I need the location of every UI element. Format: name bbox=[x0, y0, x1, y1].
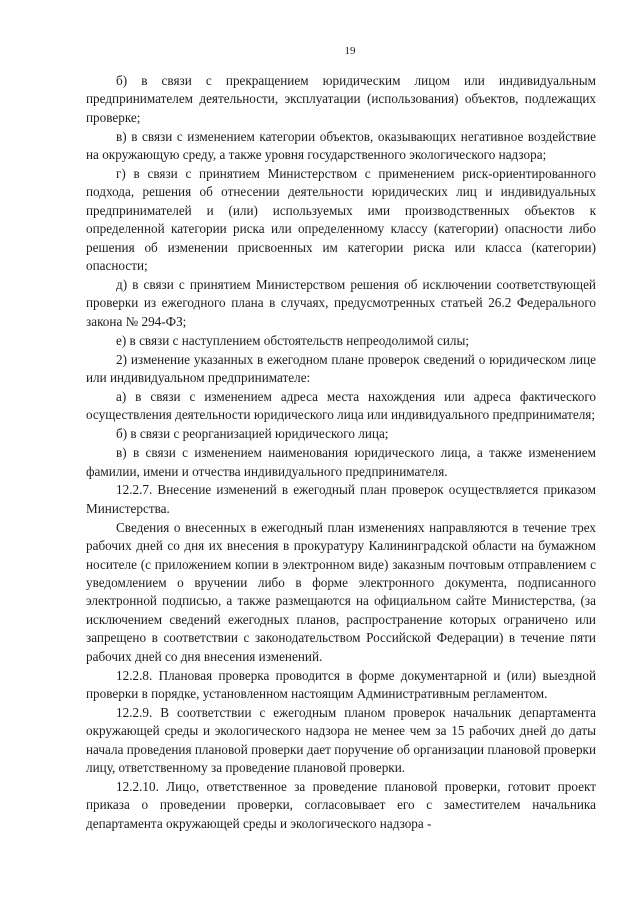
paragraph: е) в связи с наступлением обстоятельств непреодолимой силы; bbox=[116, 332, 470, 348]
paragraph: б) в связи с реорганизацией юридического лица; bbox=[116, 426, 389, 442]
page-number: 19 bbox=[344, 45, 356, 57]
document-body bbox=[86, 72, 596, 833]
paragraph: в) в связи с изменением наименования юридического лица, а также изменением фамилии, имени и отчества индивидуального предпринимателя. bbox=[86, 445, 596, 479]
paragraph: г) в связи с принятием Министерством с применением риск-ориентированного подхода, решения об отнесении деятельности юридических лиц и индивидуальных предпринимателей и (или) используемых ими производственных объектов к определенной категории риска или определенному классу (категории) опасности либо решения об изменении присвоенных им категории риска или класса (категории) опасности; bbox=[86, 166, 596, 274]
paragraph: в) в связи с изменением категории объектов, оказывающих негативное воздействие на окружающую среду, а также уровня государственного экологического надзора; bbox=[86, 128, 596, 163]
paragraph: б) в связи с прекращением юридическим лицом или индивидуальным предпринимателем деятельности, эксплуатации (использования) объектов, подлежащих проверке; bbox=[86, 73, 596, 125]
paragraph: а) в связи с изменением адреса места нахождения или адреса фактического осуществления деятельности юридического лица или индивидуального предпринимателя; bbox=[86, 388, 596, 423]
paragraph: 2) изменение указанных в ежегодном плане проверок сведений о юридическом лице или индивидуальном предпринимателе: bbox=[86, 351, 596, 385]
paragraph: 12.2.9. В соответствии с ежегодным планом проверок начальник департамента окружающей среды и экологического надзора не менее чем за 15 рабочих дней до даты начала проведения плановой проверки дает поручение об организации плановой проверки лицу, ответственному за проведение плановой проверки. bbox=[86, 704, 596, 776]
paragraph: 12.2.7. Внесение изменений в ежегодный план проверок осуществляется приказом Министерства. bbox=[86, 482, 596, 516]
paragraph: Сведения о внесенных в ежегодный план изменениях направляются в течение трех рабочих дней со дня их внесения в прокуратуру Калининградской области на бумажном носителе (с приложением копии в электронном виде) заказным почтовым отправлением с уведомлением о вручении либо в форме электронного документа, подписанного электронной подписью, а также размещаются на официальном сайте Министерства, (за исключением сведений ежегодных планов, распространение которых ограничено или запрещено в соответствии с законодательством Российской Федерации) в течение пяти рабочих дней со дня внесения изменений. bbox=[86, 519, 596, 664]
paragraph: д) в связи с принятием Министерством решения об исключении соответствующей проверки из ежегодного плана в случаях, предусмотренных статьей 26.2 Федерального закона № 294-ФЗ; bbox=[86, 276, 596, 329]
paragraph: 12.2.8. Плановая проверка проводится в форме документарной и (или) выездной проверки в порядке, установленном настоящим Административным регламентом. bbox=[86, 667, 596, 701]
paragraph: 12.2.10. Лицо, ответственное за проведение плановой проверки, готовит проект приказа о проведении проверки, согласовывает его с заместителем начальника департамента окружающей среды и экологического надзора - bbox=[86, 778, 596, 831]
